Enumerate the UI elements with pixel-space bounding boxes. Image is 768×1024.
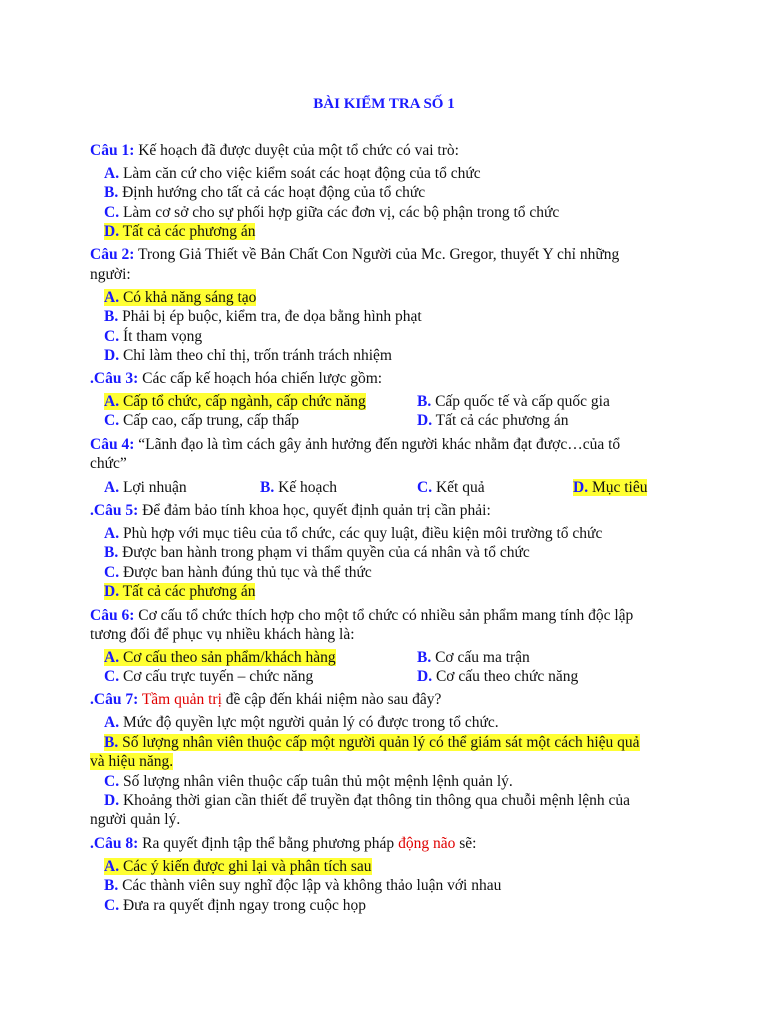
question-label: Câu 4: xyxy=(90,436,135,453)
question-text: sẽ: xyxy=(455,835,477,852)
option-text: Kế hoạch xyxy=(274,479,338,496)
option-7b xyxy=(104,733,640,752)
option-label: A. xyxy=(104,393,120,410)
option-label: C. xyxy=(104,668,120,685)
option-5d xyxy=(104,582,255,601)
option-label: A. xyxy=(104,165,120,182)
question-1 xyxy=(90,141,459,160)
option-label: D. xyxy=(573,479,589,496)
question-label: Câu 2: xyxy=(90,246,135,263)
option-label: D. xyxy=(104,583,120,600)
option-label: A. xyxy=(104,649,120,666)
option-text: và hiệu năng. xyxy=(90,753,174,770)
option-text: Cơ cấu trực tuyến – chức năng xyxy=(119,668,314,685)
option-label: B. xyxy=(104,544,119,561)
option-text: Cấp tổ chức, cấp ngành, cấp chức năng xyxy=(119,393,366,410)
question-label: .Câu 7: xyxy=(90,691,139,708)
option-label: D. xyxy=(417,668,433,685)
option-text: Kết quả xyxy=(432,479,485,496)
option-6c xyxy=(104,667,313,686)
option-text: Làm cơ sở cho sự phối hợp giữa các đơn vị, các bộ phận trong tổ chức xyxy=(119,204,560,221)
option-label: B. xyxy=(104,308,119,325)
question-6-cont xyxy=(90,625,355,644)
option-3c xyxy=(104,411,299,430)
option-8a xyxy=(104,857,372,876)
option-label: A. xyxy=(104,858,120,875)
question-4 xyxy=(90,435,620,454)
option-2a xyxy=(104,288,256,307)
option-text: Tất cả các phương án xyxy=(119,583,256,600)
option-7b-cont xyxy=(90,752,173,771)
question-8 xyxy=(90,834,476,853)
question-label: .Câu 3: xyxy=(90,370,139,387)
option-7d-cont xyxy=(90,810,180,829)
option-label: B. xyxy=(417,649,432,666)
option-text: Phải bị ép buộc, kiểm tra, đe dọa bằng hình phạt xyxy=(118,308,422,325)
option-text: Tất cả các phương án xyxy=(119,223,256,240)
option-text: Cơ cấu theo chức năng xyxy=(432,668,579,685)
option-text: Các thành viên suy nghĩ độc lập và không thảo luận với nhau xyxy=(118,877,502,894)
question-label: Câu 1: xyxy=(90,142,135,159)
option-7d xyxy=(104,791,630,810)
option-4a xyxy=(104,478,187,497)
option-6d xyxy=(417,667,578,686)
option-3d xyxy=(417,411,568,430)
document-title: BÀI KIỂM TRA SỐ 1 xyxy=(313,96,455,112)
option-label: A. xyxy=(104,525,120,542)
option-label: C. xyxy=(104,412,120,429)
option-label: B. xyxy=(104,184,119,201)
question-label: .Câu 5: xyxy=(90,502,139,519)
option-text: Ít tham vọng xyxy=(119,328,203,345)
option-8c xyxy=(104,896,366,915)
option-label: B. xyxy=(417,393,432,410)
option-text: Mức độ quyền lực một người quản lý có được trong tổ chức. xyxy=(119,714,499,731)
option-text: Tất cả các phương án xyxy=(432,412,569,429)
question-text: Trong Giả Thiết về Bản Chất Con Người của Mc. Gregor, thuyết Y chỉ những xyxy=(134,246,620,263)
option-text: Phù hợp với mục tiêu của tổ chức, các quy luật, điều kiện môi trường tổ chức xyxy=(119,525,603,542)
option-6b xyxy=(417,648,530,667)
question-2-cont xyxy=(90,265,131,284)
option-text: Cấp cao, cấp trung, cấp thấp xyxy=(119,412,299,429)
option-2b xyxy=(104,307,422,326)
option-5a xyxy=(104,524,602,543)
option-label: D. xyxy=(417,412,433,429)
option-text: Được ban hành đúng thủ tục và thể thức xyxy=(119,564,372,581)
question-text: chức” xyxy=(90,455,127,472)
question-text: người: xyxy=(90,266,131,283)
option-label: A. xyxy=(104,479,120,496)
option-text: Khoảng thời gian cần thiết để truyền đạt thông tin thông qua chuỗi mệnh lệnh của xyxy=(119,792,631,809)
question-label: .Câu 8: xyxy=(90,835,139,852)
option-2c xyxy=(104,327,202,346)
option-4c xyxy=(417,478,485,497)
question-text: “Lãnh đạo là tìm cách gây ảnh hưởng đến người khác nhằm đạt được…của tổ xyxy=(134,436,621,453)
option-text: Làm căn cứ cho việc kiểm soát các hoạt động của tổ chức xyxy=(119,165,481,182)
option-5c xyxy=(104,563,372,582)
question-2 xyxy=(90,245,619,264)
option-5b xyxy=(104,543,530,562)
option-label: A. xyxy=(104,714,120,731)
option-text: Được ban hành trong phạm vi thẩm quyền của cá nhân và tổ chức xyxy=(118,544,530,561)
option-label: D. xyxy=(104,223,120,240)
option-1a xyxy=(104,164,481,183)
option-8b xyxy=(104,876,501,895)
option-3b xyxy=(417,392,610,411)
question-text: Các cấp kế hoạch hóa chiến lược gồm: xyxy=(138,370,383,387)
option-text: Mục tiêu xyxy=(588,479,648,496)
option-label: C. xyxy=(104,204,120,221)
option-label: C. xyxy=(104,328,120,345)
option-label: C. xyxy=(104,564,120,581)
option-text: Số lượng nhân viên thuộc cấp một người quản lý có thể giám sát một cách hiệu quả xyxy=(118,734,640,751)
option-7c xyxy=(104,772,513,791)
question-3 xyxy=(90,369,382,388)
question-text: Để đảm bảo tính khoa học, quyết định quản trị cần phải: xyxy=(138,502,491,519)
question-text: Kế hoạch đã được duyệt của một tổ chức có vai trò: xyxy=(134,142,459,159)
option-text: Cơ cấu ma trận xyxy=(431,649,530,666)
question-text: tương đối để phục vụ nhiều khách hàng là: xyxy=(90,626,355,643)
question-7 xyxy=(90,690,441,709)
option-text: Cơ cấu theo sản phẩm/khách hàng xyxy=(119,649,336,666)
option-text: Có khả năng sáng tạo xyxy=(119,289,257,306)
question-text: Cơ cấu tổ chức thích hợp cho một tổ chức có nhiều sản phẩm mang tính độc lập xyxy=(134,607,634,624)
option-6a xyxy=(104,648,336,667)
option-text: Chỉ làm theo chỉ thị, trốn tránh trách nhiệm xyxy=(119,347,392,364)
option-label: A. xyxy=(104,289,120,306)
option-4d xyxy=(573,478,647,497)
option-text: Định hướng cho tất cả các hoạt động của tổ chức xyxy=(118,184,426,201)
option-1b xyxy=(104,183,425,202)
question-text: Ra quyết định tập thể bằng phương pháp xyxy=(138,835,395,852)
question-text: đề cập đến khái niệm nào sau đây? xyxy=(221,691,442,708)
option-1d xyxy=(104,222,255,241)
option-label: B. xyxy=(104,734,119,751)
option-4b xyxy=(260,478,337,497)
option-text: Đưa ra quyết định ngay trong cuộc họp xyxy=(119,897,366,914)
option-label: B. xyxy=(104,877,119,894)
option-label: B. xyxy=(260,479,275,496)
option-3a xyxy=(104,392,366,411)
question-4-cont xyxy=(90,454,127,473)
option-label: C. xyxy=(104,773,120,790)
option-text: Các ý kiến được ghi lại và phân tích sau xyxy=(119,858,372,875)
option-label: C. xyxy=(104,897,120,914)
option-text: Số lượng nhân viên thuộc cấp tuân thủ một mệnh lệnh quản lý. xyxy=(119,773,513,790)
option-text: người quản lý. xyxy=(90,811,181,828)
option-label: D. xyxy=(104,792,120,809)
question-6 xyxy=(90,606,633,625)
question-term: động não xyxy=(394,835,456,852)
option-7a xyxy=(104,713,499,732)
question-label: Câu 6: xyxy=(90,607,135,624)
question-5 xyxy=(90,501,491,520)
option-text: Cấp quốc tế và cấp quốc gia xyxy=(431,393,610,410)
question-term: Tầm quản trị xyxy=(138,691,222,708)
option-1c xyxy=(104,203,559,222)
option-label: D. xyxy=(104,347,120,364)
option-label: C. xyxy=(417,479,433,496)
option-text: Lợi nhuận xyxy=(119,479,187,496)
option-2d xyxy=(104,346,392,365)
